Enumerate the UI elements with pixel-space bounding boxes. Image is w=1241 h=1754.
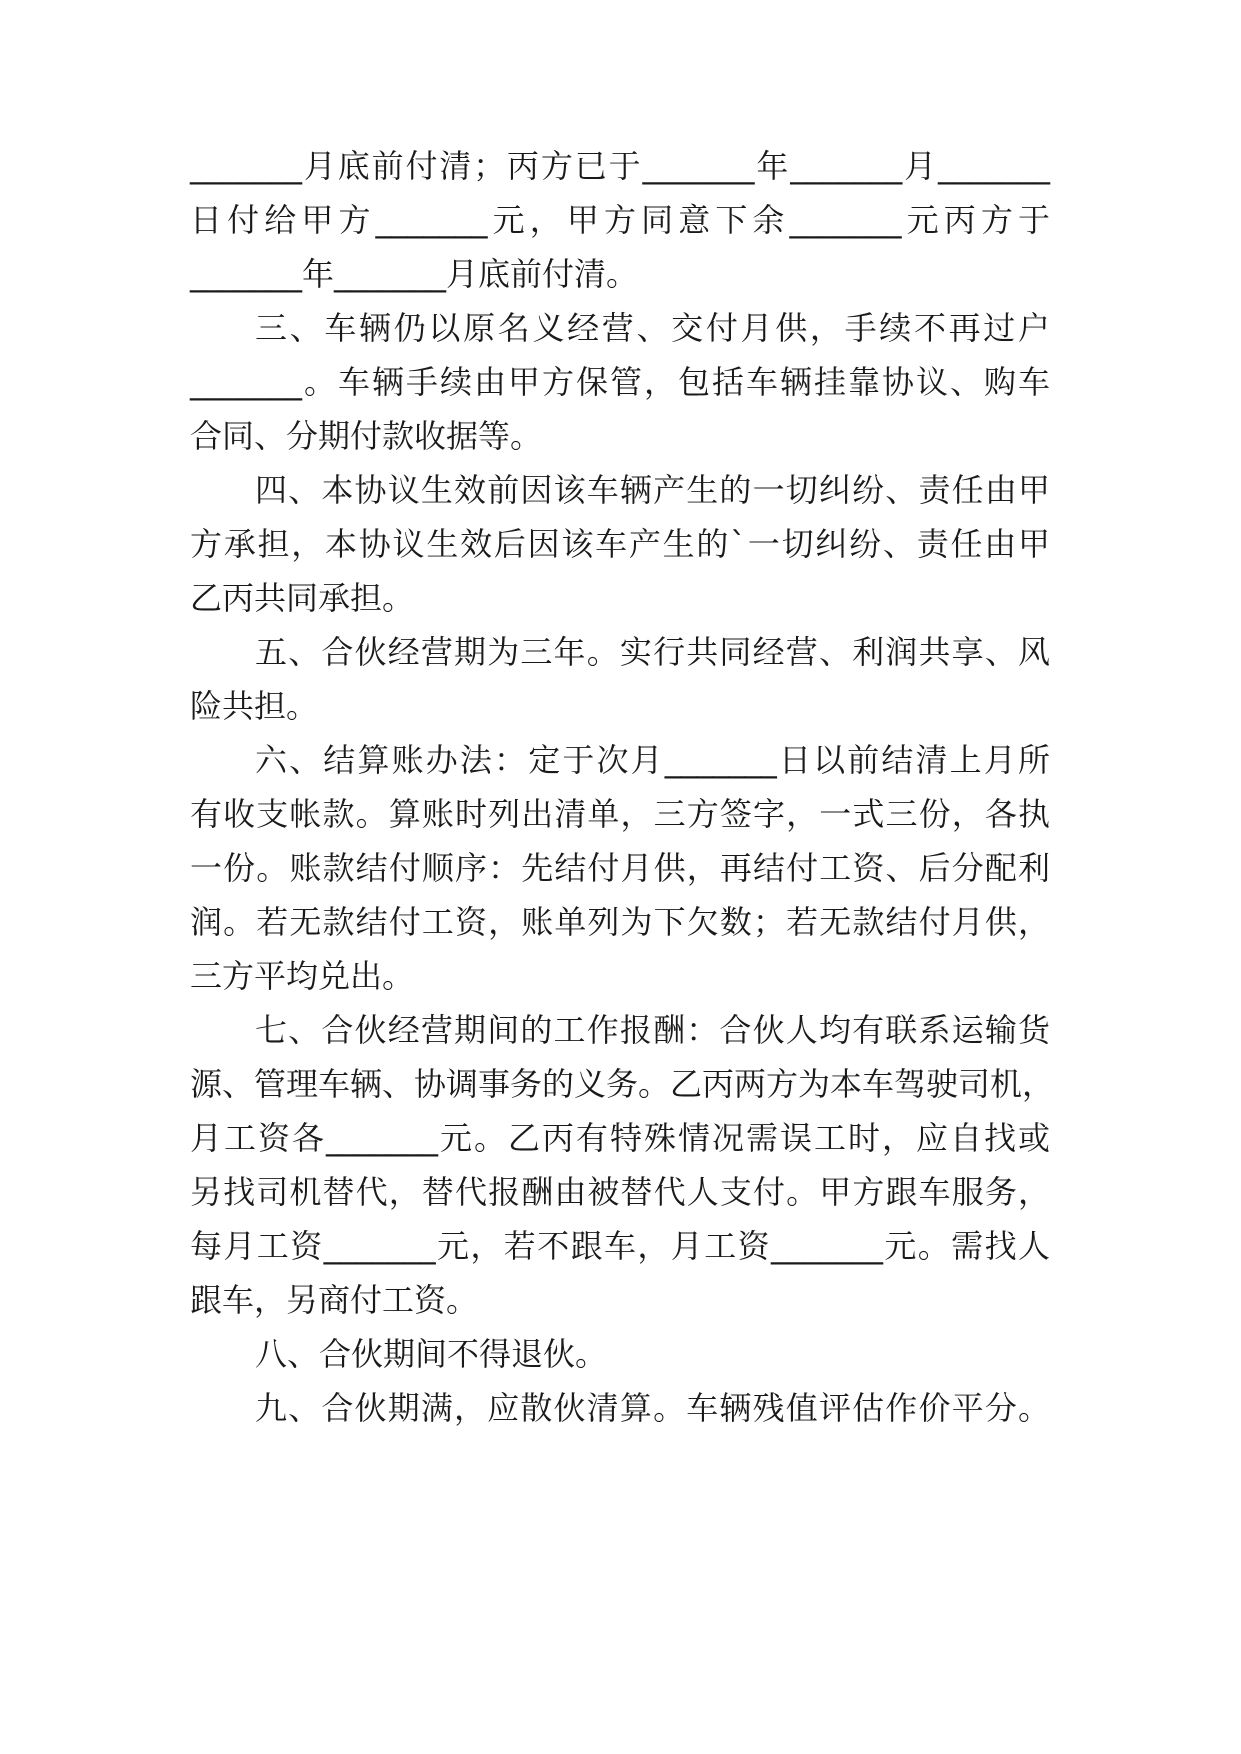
text-line: 另找司机替代，替代报酬由被替代人支付。甲方跟车服务， (190, 1173, 1050, 1211)
paragraph-start-line: 六、结算账办法：定于次月_______日以前结清上月所 (255, 741, 1050, 779)
text-line: 合同、分期付款收据等。 (190, 417, 543, 455)
text-line: 乙丙共同承担。 (190, 579, 415, 617)
paragraph-start-line: 九、合伙期满，应散伙清算。车辆残值评估作价平分。 (255, 1389, 1050, 1427)
text-line: 一份。账款结付顺序：先结付月供，再结付工资、后分配利 (190, 849, 1050, 887)
text-line: 润。若无款结付工资，账单列为下欠数；若无款结付月供， (190, 903, 1050, 941)
text-line: 跟车，另商付工资。 (190, 1281, 479, 1319)
paragraph-start-line: 八、合伙期间不得退伙。 (255, 1335, 608, 1373)
paragraph-start-line: 七、合伙经营期间的工作报酬：合伙人均有联系运输货 (255, 1011, 1050, 1049)
text-line: 源、管理车辆、协调事务的义务。乙丙两方为本车驾驶司机， (190, 1065, 1055, 1103)
text-line: 三方平均兑出。 (190, 957, 415, 995)
text-line: 有收支帐款。算账时列出清单，三方签字，一式三份，各执 (190, 795, 1050, 833)
text-line: _______。车辆手续由甲方保管，包括车辆挂靠协议、购车 (190, 363, 1050, 401)
text-line: 每月工资_______元，若不跟车，月工资_______元。需找人 (190, 1227, 1050, 1265)
text-line: 月工资各_______元。乙丙有特殊情况需误工时，应自找或 (190, 1119, 1050, 1157)
paragraph-start-line: 三、车辆仍以原名义经营、交付月供，手续不再过户 (255, 309, 1050, 347)
paragraph-start-line: 四、本协议生效前因该车辆产生的一切纠纷、责任由甲 (255, 471, 1050, 509)
text-line: 方承担，本协议生效后因该车产生的`一切纠纷、责任由甲 (190, 525, 1050, 563)
text-line: 日付给甲方_______元，甲方同意下余_______元丙方于 (190, 201, 1050, 239)
text-line: _______年_______月底前付清。 (190, 255, 639, 293)
text-line: 险共担。 (190, 687, 319, 725)
text-line: _______月底前付清；丙方已于_______年_______月_______ (190, 147, 1050, 185)
paragraph-start-line: 五、合伙经营期为三年。实行共同经营、利润共享、风 (255, 633, 1050, 671)
